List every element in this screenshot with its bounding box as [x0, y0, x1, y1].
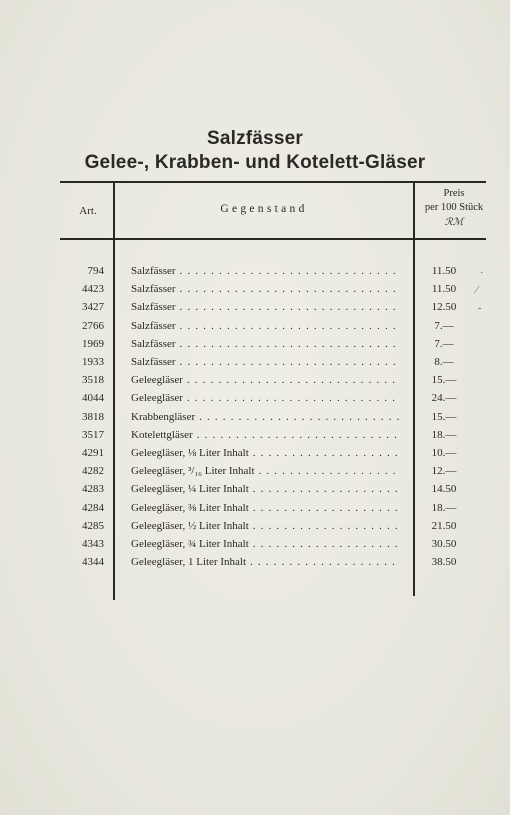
- table-row: [0, 465, 510, 483]
- item-description: Geleegläser, ½ Liter Inhalt . . .: [131, 520, 401, 532]
- article-number: 794: [87, 265, 104, 277]
- table-row: [0, 356, 510, 374]
- article-number: 3518: [82, 374, 104, 387]
- currency-unit: ℛℳ: [444, 217, 464, 228]
- table-top-rule: [60, 181, 486, 183]
- table-row: [0, 320, 510, 338]
- preis-per-label: per 100 Stück: [424, 202, 484, 213]
- article-number: 4423: [82, 283, 104, 296]
- article-number: 3427: [82, 301, 104, 314]
- item-price: 21.50: [431, 519, 457, 532]
- item-price: 7.—: [434, 319, 454, 332]
- item-description: Geleegläser, ⅛ Liter Inhalt . . .: [131, 447, 401, 459]
- article-number: 4344: [82, 556, 104, 569]
- column-header-gegenstand: Gegenstand: [220, 203, 308, 215]
- article-number: 4343: [82, 538, 104, 550]
- item-description: Geleegläser, ⅜ Liter Inhalt . . .: [131, 502, 401, 514]
- article-number: 4044: [82, 392, 104, 405]
- table-row: [0, 483, 510, 501]
- pencil-mark: ·: [480, 268, 484, 279]
- table-row: [0, 374, 510, 392]
- item-price: 10.—: [431, 447, 457, 459]
- item-description: Geleegläser, ³/₁₆ Liter Inhalt . . .: [131, 465, 401, 477]
- article-number: 1933: [82, 356, 104, 368]
- page-title: Salzfässer: [206, 128, 303, 149]
- table-row: [0, 411, 510, 429]
- item-price: 14.50: [431, 483, 457, 496]
- column-header-preis: [414, 187, 494, 230]
- table-row: [0, 447, 510, 465]
- column-header-art: Art.: [79, 205, 97, 217]
- pencil-mark: ⁄: [476, 285, 478, 296]
- item-description: Geleegläser, 1 Liter Inhalt . . .: [131, 556, 401, 568]
- table-row: [0, 502, 510, 520]
- pencil-mark: -: [478, 303, 482, 314]
- table-row: [0, 265, 510, 283]
- item-description: Krabbengläser . . .: [131, 411, 401, 423]
- item-price: 12.—: [431, 465, 457, 478]
- item-description: Geleegläser . . .: [131, 392, 401, 404]
- item-description: Geleegläser, ¾ Liter Inhalt . . .: [131, 538, 401, 550]
- item-description: Kotelettgläser . . .: [131, 429, 401, 441]
- item-price: 11.50: [431, 265, 457, 277]
- item-description: Salzfässer . . .: [131, 283, 401, 295]
- item-price: 15.—: [431, 374, 457, 387]
- article-number: 4284: [82, 501, 104, 514]
- table-row: [0, 283, 510, 301]
- article-number: 1969: [82, 337, 104, 350]
- table-row: [0, 338, 510, 356]
- article-number: 2766: [82, 319, 104, 332]
- item-description: Salzfässer . . .: [131, 320, 401, 332]
- item-price: 18.—: [431, 428, 457, 441]
- article-number: 4282: [82, 465, 104, 478]
- item-description: Salzfässer . . .: [131, 301, 401, 313]
- table-row: [0, 429, 510, 447]
- item-price: 24.—: [431, 392, 457, 405]
- item-description: Salzfässer . . .: [131, 265, 401, 277]
- item-description: Geleegläser . . .: [131, 374, 401, 386]
- table-row: [0, 392, 510, 410]
- item-description: Salzfässer . . .: [131, 338, 401, 350]
- table-row: [0, 538, 510, 556]
- item-price: 11.50: [431, 283, 457, 296]
- item-description: Salzfässer . . .: [131, 356, 401, 368]
- item-price: 15.—: [431, 410, 457, 423]
- table-header-rule: [60, 238, 486, 240]
- article-number: 3818: [82, 410, 104, 423]
- table-row: [0, 520, 510, 538]
- table-row: [0, 301, 510, 319]
- item-price: 8.—: [434, 356, 454, 368]
- article-number: 4283: [82, 483, 104, 496]
- item-price: 12.50: [431, 301, 457, 314]
- item-price: 30.50: [431, 538, 457, 550]
- item-description: Geleegläser, ¼ Liter Inhalt . . .: [131, 483, 401, 495]
- page-subtitle: Gelee-, Krabben- und Kotelett-Gläser: [84, 152, 426, 173]
- item-price: 38.50: [431, 556, 457, 569]
- item-price: 7.—: [434, 337, 454, 350]
- article-number: 4291: [82, 447, 104, 459]
- article-number: 4285: [82, 519, 104, 532]
- table-row: [0, 556, 510, 574]
- article-number: 3517: [82, 428, 104, 441]
- item-price: 18.—: [431, 501, 457, 514]
- preis-label: Preis: [443, 188, 465, 199]
